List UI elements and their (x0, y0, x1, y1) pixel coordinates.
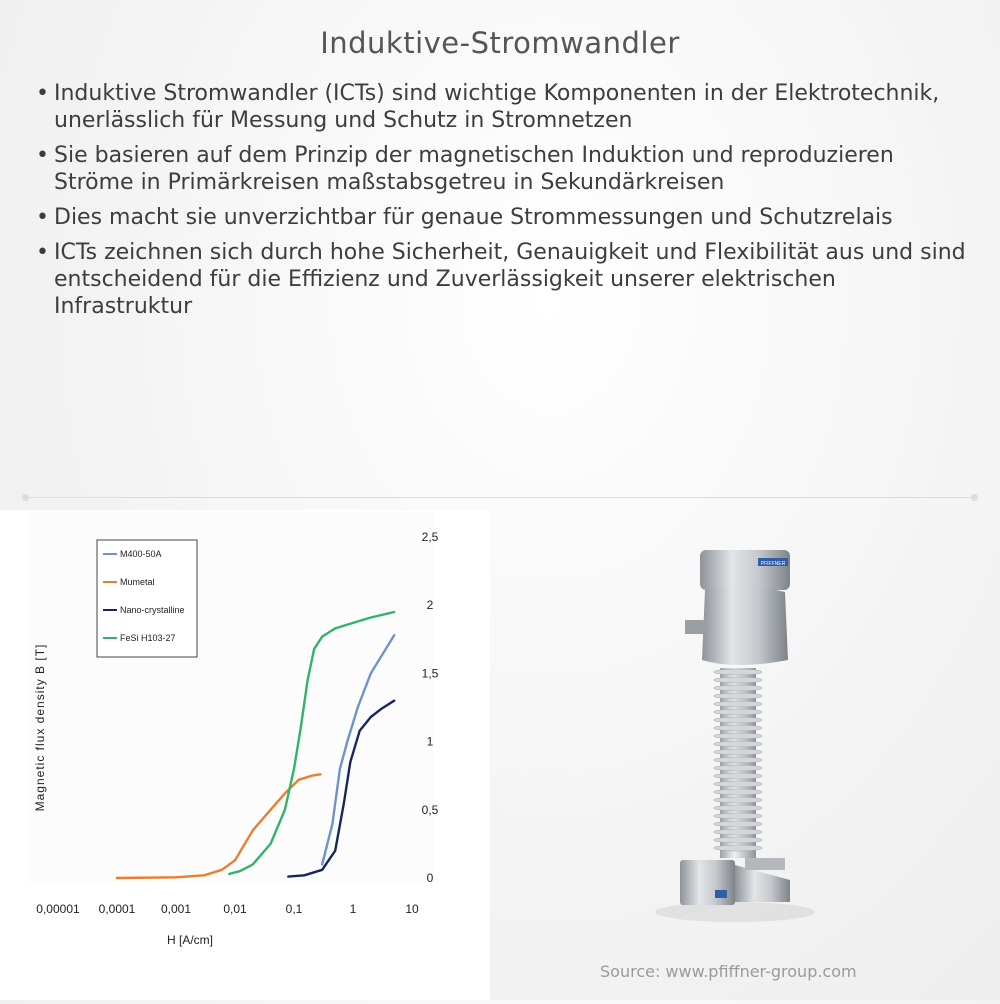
insulator-shed (714, 797, 762, 803)
x-tick-label: 0,00001 (36, 902, 80, 916)
bullet-item: • ICTs zeichnen sich durch hohe Sicherheit, Genauigkeit und Flexibilität aus und sind entscheidend für die Effizienz und Zuverlässigkeit unserer elektrischen Infrastruktur (30, 239, 970, 320)
base-label (715, 890, 727, 898)
y-tick-label: 2,5 (421, 530, 439, 544)
image-source: Source: www.pfiffner-group.com (600, 962, 857, 981)
y-tick-label: 2 (426, 598, 434, 613)
y-tick-label: 1,5 (421, 666, 439, 681)
insulator-shed (714, 725, 762, 731)
insulator-shed (714, 717, 762, 723)
base-box (680, 860, 735, 905)
insulator-shed (714, 741, 762, 747)
insulator-shed (714, 701, 762, 707)
page-title: Induktive-Stromwandler (320, 26, 680, 60)
divider-dot-right (971, 494, 978, 501)
shadow (655, 902, 815, 922)
x-axis-label: H [A/cm] (166, 933, 214, 947)
insulator-shed (714, 693, 762, 699)
head-cap (700, 550, 790, 590)
insulator-shed (714, 669, 762, 675)
insulator-shed (714, 749, 762, 755)
logo-text: PFIFFNER (760, 561, 786, 567)
bullet-item: • Dies macht sie unverzichtbar für genaue Strommessungen und Schutzrelais (30, 204, 970, 231)
insulator-sheds (714, 669, 762, 851)
divider-dot-left (22, 494, 29, 501)
x-tick-label: 0,01 (223, 902, 247, 916)
y-tick-label: 0,5 (421, 802, 439, 817)
x-tick-label: 10 (405, 902, 419, 916)
insulator-shed (714, 765, 762, 771)
legend-label: FeSi H103-27 (120, 633, 176, 643)
insulator-shed (714, 677, 762, 683)
insulator-shed (714, 781, 762, 787)
x-tick-label: 0,1 (285, 902, 303, 916)
insulator-shed (714, 733, 762, 739)
current-transformer-photo (650, 540, 820, 930)
base-plate (745, 858, 785, 870)
insulator-shed (714, 757, 762, 763)
x-tick-label: 0,0001 (98, 902, 136, 916)
terminal-box (685, 620, 707, 634)
magnetization-chart (0, 510, 490, 1000)
insulator-shed (714, 805, 762, 811)
plot-area (28, 512, 434, 883)
insulator-shed (714, 837, 762, 843)
insulator-shed (714, 845, 762, 851)
x-tick-label: 0,001 (160, 902, 192, 916)
insulator-shed (714, 685, 762, 691)
y-axis-label: Magnetic flux density B [T] (33, 643, 47, 812)
legend-label: Nano-crystalline (120, 605, 185, 615)
y-tick-label: 0 (426, 871, 434, 885)
insulator-shed (714, 789, 762, 795)
y-tick-label: 1 (426, 734, 434, 749)
legend-label: Mumetal (120, 577, 155, 587)
x-tick-label: 1 (349, 902, 357, 916)
insulator-shed (714, 773, 762, 779)
bullet-item: • Induktive Stromwandler (ICTs) sind wichtige Komponenten in der Elektrotechnik, unerlässlich für Messung und Schutz in Stromnetzen (30, 80, 970, 134)
head-body (702, 585, 788, 665)
insulator-shed (714, 709, 762, 715)
section-divider (25, 497, 975, 498)
base-frame (735, 865, 790, 902)
legend-label: M400-50A (120, 549, 162, 559)
insulator-shed (714, 829, 762, 835)
bullet-list (30, 80, 970, 328)
insulator-shed (714, 813, 762, 819)
chart-card (0, 510, 490, 1000)
bullet-item: • Sie basieren auf dem Prinzip der magnetischen Induktion und reproduzieren Ströme in Primärkreisen maßstabsgetreu in Sekundärkreisen (30, 142, 970, 196)
insulator-shed (714, 821, 762, 827)
